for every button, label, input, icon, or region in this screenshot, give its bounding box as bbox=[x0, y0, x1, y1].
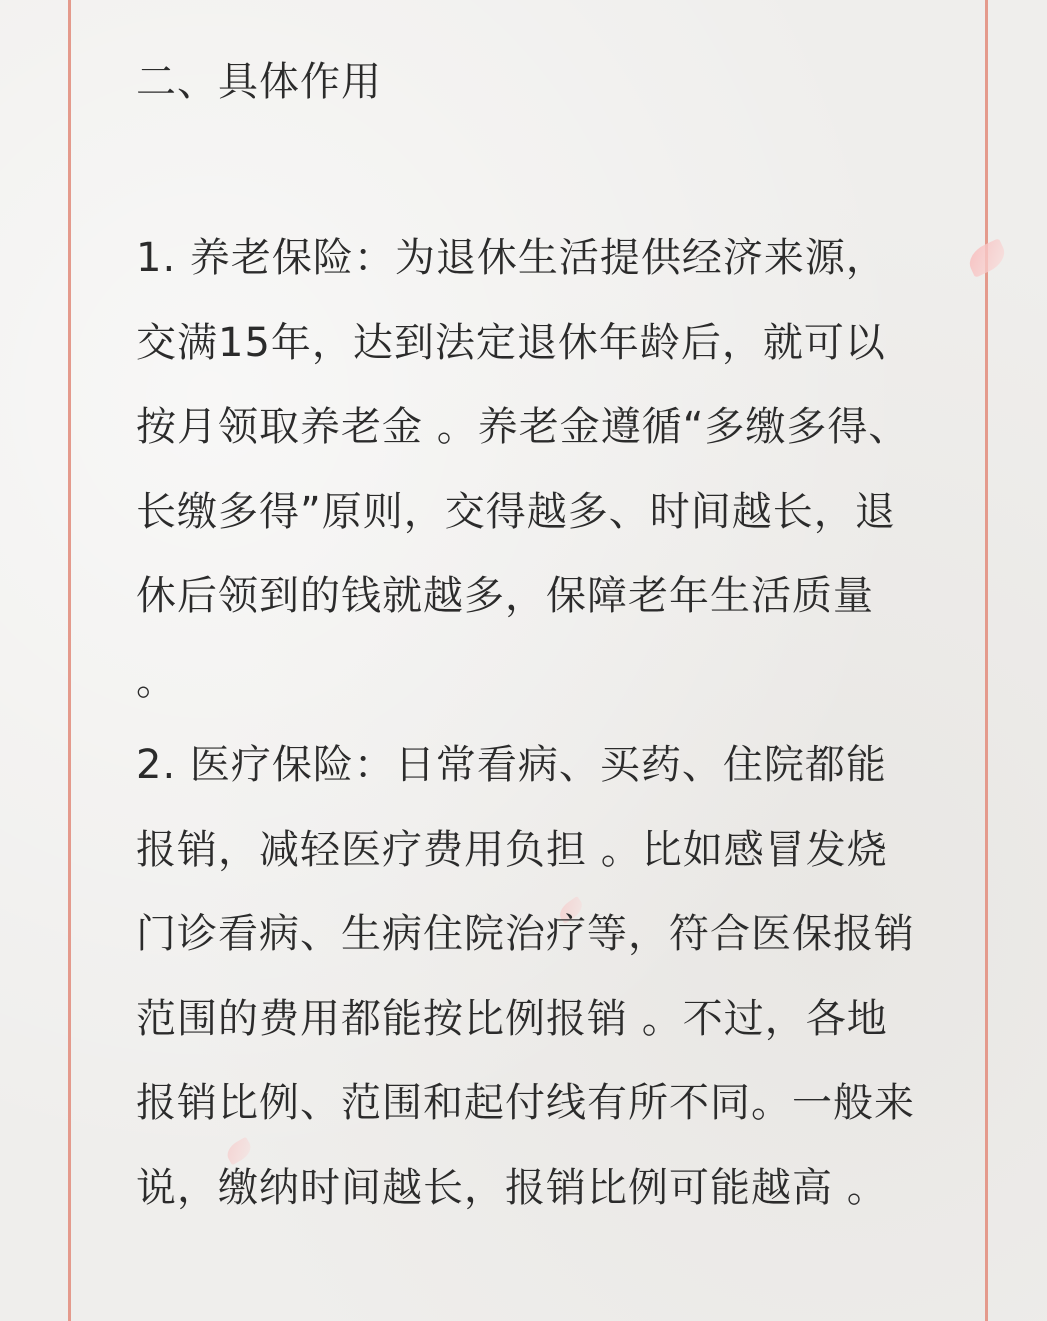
paragraph-pension-insurance: 1. 养老保险：为退休生活提供经济来源，交满15年，达到法定退休年龄后，就可以按月领取养老金 。养老金遵循“多缴多得、长缴多得”原则，交得越多、时间越长，退休后领到的钱就越多，保障老年生活质量 。 bbox=[136, 235, 910, 704]
section-heading: 二、具体作用 bbox=[136, 59, 382, 105]
left-margin-line bbox=[68, 0, 71, 1321]
document-body bbox=[136, 48, 926, 1230]
right-margin-line bbox=[985, 0, 988, 1321]
paragraph-medical-insurance: 2. 医疗保险：日常看病、买药、住院都能报销，减轻医疗费用负担 。比如感冒发烧门诊看病、生病住院治疗等，符合医保报销范围的费用都能按比例报销 。不过，各地报销比例、范围和起付线有所不同。一般来说，缴纳时间越长，报销比例可能越高 。 bbox=[136, 742, 915, 1211]
